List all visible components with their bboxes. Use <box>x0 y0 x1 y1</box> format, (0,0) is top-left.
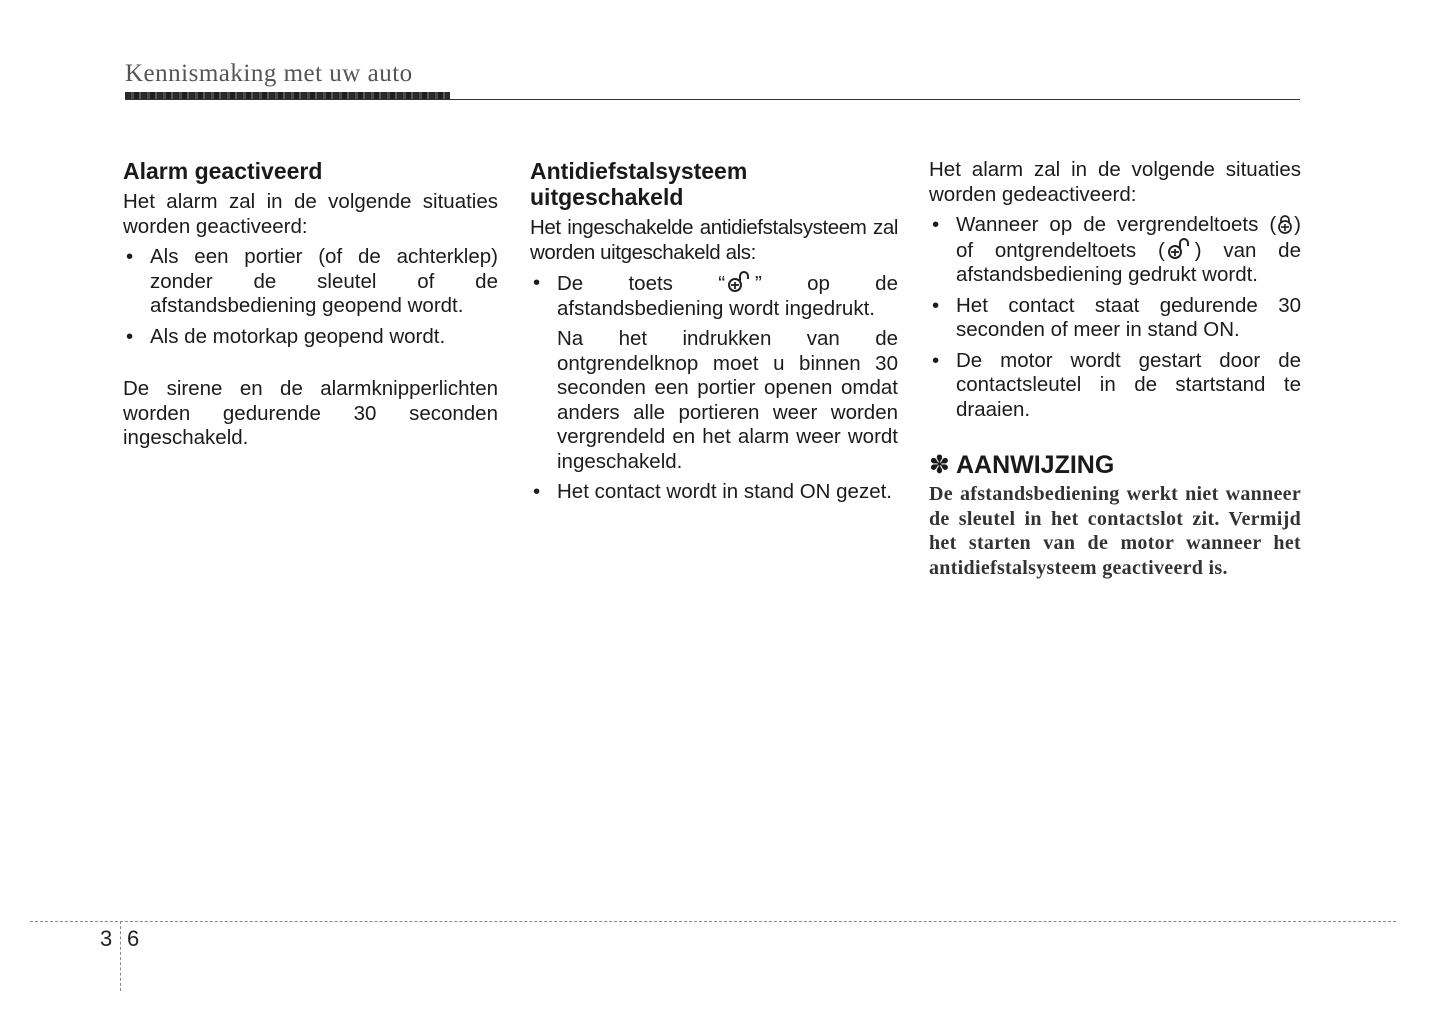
column-alarm-activated <box>123 158 498 451</box>
list-item: • Als een portier (of de achterklep) zonder de sleutel of de afstandsbediening geopend wordt. <box>126 245 498 317</box>
heading-antitheft-disabled: Antidiefstalsysteem uitgeschakeld <box>530 158 748 210</box>
lock-icon <box>1276 214 1294 234</box>
bullet-icon: • <box>126 324 134 348</box>
note-text: De afstandsbediening werkt niet wanneer de sleutel in het contactslot zit. Vermijd het starten van de motor wanneer het antidiefstalsysteem geactiveerd is. <box>929 483 1301 579</box>
footer-divider <box>30 921 1396 922</box>
page-number: 6 <box>127 926 140 951</box>
col3-intro: Het alarm zal in de volgende situaties worden gedeactiveerd: <box>929 158 1301 206</box>
col2-intro: Het ingeschakelde antidiefstalsysteem zal worden uitgeschakeld als: <box>530 216 898 264</box>
col1-paragraph: De sirene en de alarmknipperlichten worden gedurende 30 seconden ingeschakeld. <box>123 377 498 449</box>
col3-bullet-list <box>929 213 1301 422</box>
list-item: • De toets “ ” op de afstandsbediening wordt ingedrukt. <box>533 271 898 320</box>
bullet-icon: • <box>126 245 134 268</box>
page-chapter: 3 <box>100 926 113 951</box>
col1-intro: Het alarm zal in de volgende situaties worden geactiveerd: <box>123 190 498 238</box>
col2-bullet-list <box>530 271 898 321</box>
bullet-icon: • <box>932 293 940 317</box>
header-rule <box>125 99 1300 100</box>
list-item: • Het contact staat gedurende 30 seconden of meer in stand ON. <box>932 293 1301 341</box>
bullet-icon: • <box>932 348 940 372</box>
col2-bullet1-subtext: Na het indrukken van de ontgrendelknop moet u binnen 30 seconden een portier openen omdat anders alle portieren weer worden vergrendeld en het alarm weer wordt ingeschakeld. <box>557 327 898 473</box>
list-item: • Het contact wordt in stand ON gezet. <box>533 480 892 503</box>
col1-bullet-list <box>123 245 498 349</box>
footer-vertical-divider <box>120 921 121 991</box>
list-item: • De motor wordt gestart door de contactsleutel in de startstand te draaien. <box>932 348 1301 421</box>
column-alarm-deactivated <box>929 158 1301 580</box>
unlock-icon <box>1165 238 1195 260</box>
header-title: Kennismaking met uw auto <box>125 60 413 87</box>
bullet-icon: • <box>533 271 541 294</box>
unlock-icon <box>725 271 755 293</box>
column-antitheft-disabled <box>530 158 898 505</box>
heading-alarm-activated: Alarm geactiveerd <box>123 158 323 184</box>
bullet-icon: • <box>533 480 541 503</box>
list-item: • Wanneer op de vergrendeltoets ( ) of ontgrendeltoets ( ) van de afstandsbediening gedrukt wordt. <box>932 213 1301 286</box>
note-heading: ✽ AANWIJZING <box>929 451 1115 479</box>
bullet-icon: • <box>932 213 940 236</box>
list-item: • Als de motorkap geopend wordt. <box>126 324 446 348</box>
